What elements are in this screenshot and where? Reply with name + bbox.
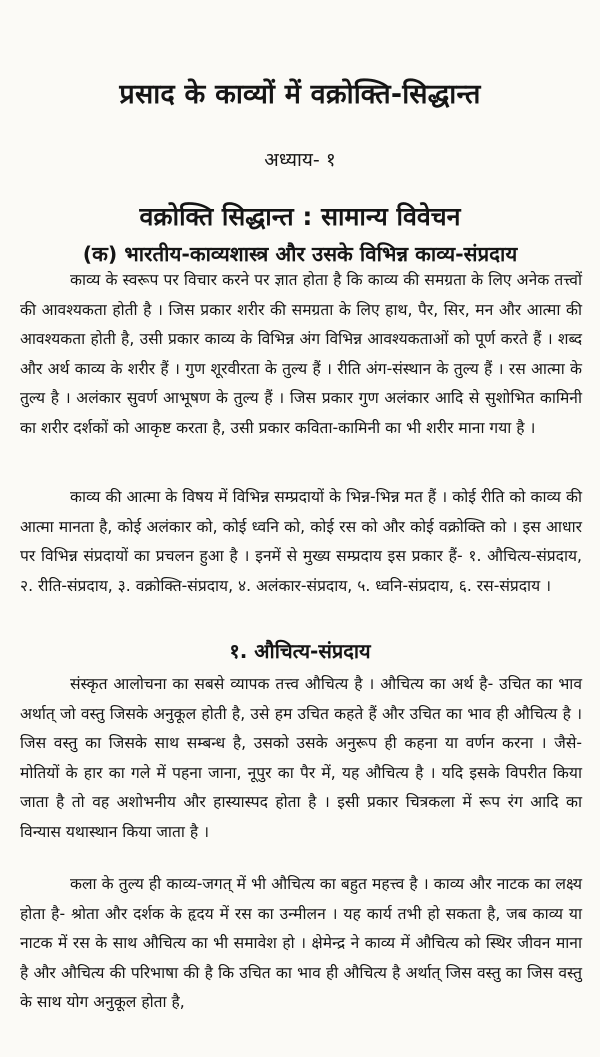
chapter-number: अध्याय- १ <box>264 149 336 171</box>
paragraph-kavya-swaroop: काव्य के स्वरूप पर विचार करने पर ज्ञात होता है कि काव्य की समग्रता के लिए अनेक तत्त्वों की आवश्यकता होती है । जिस प्रकार शरीर की समग्रता के लिए हाथ, पैर, सिर, मन और आत्मा की आवश्यकता होती है, उसी प्रकार काव्य के विभिन्न अंग विभिन्न आवश्यकताओं को पूर्ण करते हैं । शब्द और अर्थ काव्य के शरीर हैं । गुण शूरवीरता के तुल्य हैं । रीति अंग-संस्थान के तुल्य हैं । रस आत्मा के तुल्य है । अलंकार सुवर्ण आभूषण के तुल्य हैं । जिस प्रकार गुण अलंकार आदि से सुशोभित कामिनी का शरीर दर्शकों को आकृष्ट करता है, उसी प्रकार कविता-कामिनी का भी शरीर माना गया है । <box>20 271 582 437</box>
book-title: प्रसाद के काव्यों में वक्रोक्ति-सिद्धान्त <box>119 79 481 110</box>
paragraph-auchitya-arth: संस्कृत आलोचना का सबसे व्यापक तत्त्व औचित्य है । औचित्य का अर्थ है- उचित का भाव अर्थात् जो वस्तु जिसके अनुकूल होती है, उसे हम उचित कहते हैं और उचित का भाव ही औचित्य है । जिस वस्तु का जिसके साथ सम्बन्ध है, उसको उसके अनुरूप ही कहना या वर्णन करना । जैसे- मोतियों के हार का गले में पहना जाना, नूपुर का पैर में, यह औचित्य है । यदि इसके विपरीत किया जाता है तो वह अशोभनीय और हास्यास्पद होता है । इसी प्रकार चित्रकला में रूप रंग आदि का विन्यास यथास्थान किया जाता है । <box>20 675 582 841</box>
chapter-title: वक्रोक्ति सिद्धान्त : सामान्य विवेचन <box>139 202 461 231</box>
paragraph-sampraday: काव्य की आत्मा के विषय में विभिन्न सम्प्रदायों के भिन्न-भिन्न मत हैं । कोई रीति को काव्य की आत्मा मानता है, कोई अलंकार को, कोई ध्वनि को, कोई रस को और कोई वक्रोक्ति को । इस आधार पर विभिन्न संप्रदायों का प्रचलन हुआ है । इनमें से मुख्य सम्प्रदाय इस प्रकार हैं- १. औचित्य-संप्रदाय, २. रीति-संप्रदाय, ३. वक्रोक्ति-संप्रदाय, ४. अलंकार-संप्रदाय, ५. ध्वनि-संप्रदाय, ६. रस-संप्रदाय । <box>20 488 582 595</box>
section-title: (क) भारतीय-काव्यशास्त्र और उसके विभिन्न काव्य-संप्रदाय <box>82 242 518 266</box>
subsection-title: १. औचित्य-संप्रदाय <box>229 639 371 663</box>
paragraph-kavya-jagat: कला के तुल्य ही काव्य-जगत् में भी औचित्य का बहुत महत्त्व है । काव्य और नाटक का लक्ष्य होता है- श्रोता और दर्शक के हृदय में रस का उन्मीलन । यह कार्य तभी हो सकता है, जब काव्य या नाटक में रस के साथ औचित्य का भी समावेश हो । क्षेमेन्द्र ने काव्य में औचित्य को स्थिर जीवन माना है और औचित्य की परिभाषा की है कि उचित का भाव ही औचित्य है अर्थात् जिस वस्तु का जिस वस्तु के साथ योग अनुकूल होता है, <box>20 875 582 1012</box>
